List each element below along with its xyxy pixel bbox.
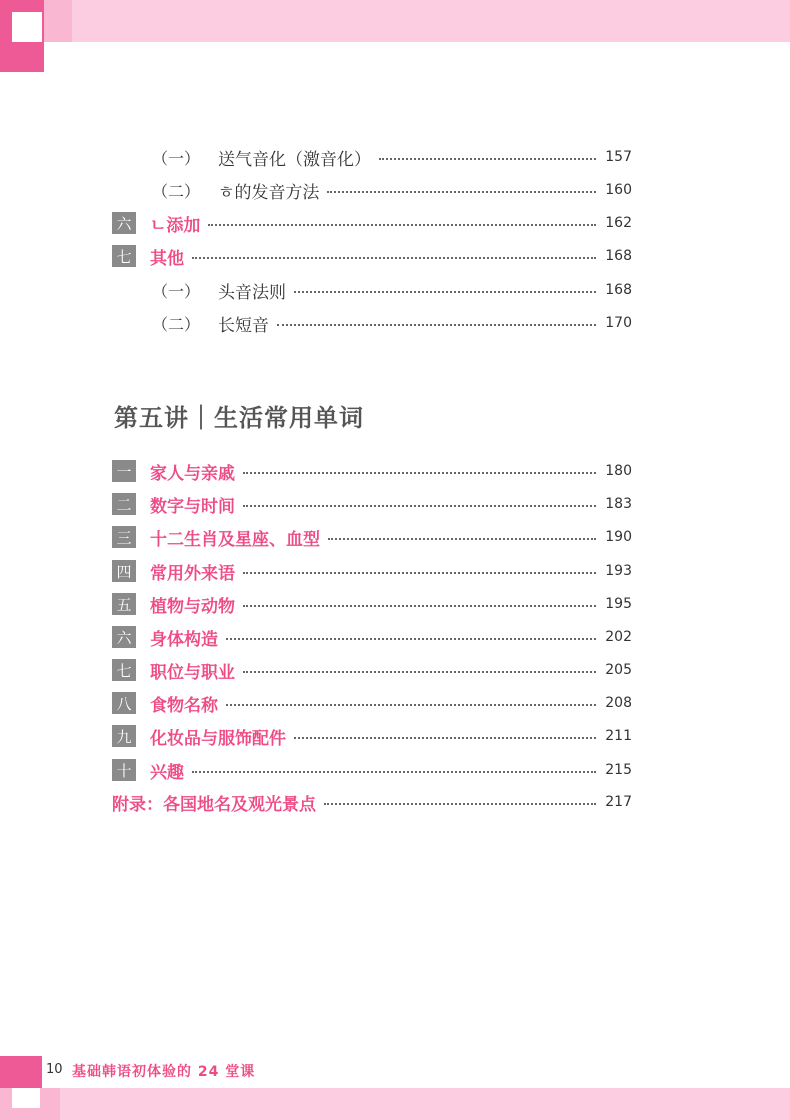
dotted-leader bbox=[277, 324, 596, 326]
chapter-number-box: 三 bbox=[112, 526, 136, 548]
toc-row[interactable] bbox=[112, 311, 632, 335]
dotted-leader bbox=[294, 291, 596, 293]
section-title: 第五讲｜生活常用单词 bbox=[114, 404, 364, 432]
dotted-leader bbox=[192, 771, 596, 773]
chapter-number-box: 二 bbox=[112, 493, 136, 515]
chapter-number-box: 七 bbox=[112, 245, 136, 267]
chapter-number-box: 五 bbox=[112, 593, 136, 615]
dotted-leader bbox=[243, 605, 596, 607]
toc-label: ㅎ的发音方法 bbox=[218, 182, 320, 203]
toc-row[interactable] bbox=[112, 278, 632, 302]
toc-label: 植物与动物 bbox=[150, 596, 235, 617]
toc-page: 208 bbox=[605, 695, 632, 711]
toc-label: 十二生肖及星座、血型 bbox=[150, 529, 320, 550]
toc-row[interactable] bbox=[112, 525, 632, 549]
toc-row[interactable] bbox=[112, 691, 632, 715]
toc-page: 157 bbox=[605, 149, 632, 165]
dotted-leader bbox=[208, 224, 596, 226]
dotted-leader bbox=[324, 803, 596, 805]
toc-page: 195 bbox=[605, 596, 632, 612]
toc-row[interactable] bbox=[112, 145, 632, 169]
dotted-leader bbox=[379, 158, 596, 160]
toc-number: （二） bbox=[152, 181, 201, 201]
toc-page: 168 bbox=[605, 282, 632, 298]
toc-page: 190 bbox=[605, 529, 632, 545]
toc-page: 180 bbox=[605, 463, 632, 479]
toc-page: 160 bbox=[605, 182, 632, 198]
book-title: 基础韩语初体验的 24 堂课 bbox=[72, 1064, 256, 1080]
toc-label: 附录：各国地名及观光景点 bbox=[112, 794, 316, 815]
toc-row[interactable] bbox=[112, 592, 632, 616]
toc-label: 身体构造 bbox=[150, 629, 218, 650]
toc-row[interactable] bbox=[112, 625, 632, 649]
dotted-leader bbox=[192, 257, 596, 259]
toc-label: 数字与时间 bbox=[150, 496, 235, 517]
toc-row[interactable] bbox=[112, 459, 632, 483]
toc-label: 化妆品与服饰配件 bbox=[150, 728, 286, 749]
toc-label: 兴趣 bbox=[150, 762, 184, 783]
footer-square-white bbox=[12, 1088, 40, 1108]
toc-row[interactable] bbox=[112, 724, 632, 748]
chapter-number-box: 一 bbox=[112, 460, 136, 482]
toc-row[interactable] bbox=[112, 244, 632, 268]
dotted-leader bbox=[226, 638, 596, 640]
toc-label: 职位与职业 bbox=[150, 662, 235, 683]
chapter-number-box: 八 bbox=[112, 692, 136, 714]
dotted-leader bbox=[294, 737, 596, 739]
dotted-leader bbox=[243, 671, 596, 673]
toc-label: ㄴ添加 bbox=[150, 215, 201, 236]
toc-page: 215 bbox=[605, 762, 632, 778]
toc-page: 170 bbox=[605, 315, 632, 331]
footer-bar bbox=[60, 1088, 790, 1120]
toc-number: （一） bbox=[152, 281, 201, 301]
dotted-leader bbox=[243, 572, 596, 574]
dotted-leader bbox=[327, 191, 596, 193]
toc-label: 送气音化（激音化） bbox=[218, 149, 372, 170]
toc-row-appendix[interactable] bbox=[112, 790, 632, 814]
toc-label: 食物名称 bbox=[150, 695, 218, 716]
toc-page: 168 bbox=[605, 248, 632, 264]
toc-page: 162 bbox=[605, 215, 632, 231]
dotted-leader bbox=[328, 538, 596, 540]
toc-page: 205 bbox=[605, 662, 632, 678]
toc-row[interactable] bbox=[112, 658, 632, 682]
header-bar bbox=[72, 0, 790, 42]
toc-label: 长短音 bbox=[218, 315, 270, 336]
toc-number: （二） bbox=[152, 314, 201, 334]
chapter-number-box: 七 bbox=[112, 659, 136, 681]
dotted-leader bbox=[243, 472, 596, 474]
toc-row[interactable] bbox=[112, 211, 632, 235]
toc-label: 其他 bbox=[150, 248, 184, 269]
toc-page: 202 bbox=[605, 629, 632, 645]
toc-page: 211 bbox=[605, 728, 632, 744]
chapter-number-box: 六 bbox=[112, 626, 136, 648]
toc-label: 头音法则 bbox=[218, 282, 287, 303]
toc-label: 常用外来语 bbox=[150, 563, 235, 584]
toc-row[interactable] bbox=[112, 758, 632, 782]
toc-label: 家人与亲戚 bbox=[150, 463, 235, 484]
page-number: 10 bbox=[46, 1062, 63, 1077]
chapter-number-box: 十 bbox=[112, 759, 136, 781]
chapter-number-box: 六 bbox=[112, 212, 136, 234]
dotted-leader bbox=[243, 505, 596, 507]
toc-page: 217 bbox=[605, 794, 632, 810]
toc-page: 193 bbox=[605, 563, 632, 579]
toc-row[interactable] bbox=[112, 559, 632, 583]
chapter-number-box: 九 bbox=[112, 725, 136, 747]
dotted-leader bbox=[226, 704, 596, 706]
header-square-white bbox=[12, 12, 42, 42]
toc-page: 183 bbox=[605, 496, 632, 512]
toc-row[interactable] bbox=[112, 178, 632, 202]
chapter-number-box: 四 bbox=[112, 560, 136, 582]
toc-row[interactable] bbox=[112, 492, 632, 516]
toc-number: （一） bbox=[152, 148, 201, 168]
